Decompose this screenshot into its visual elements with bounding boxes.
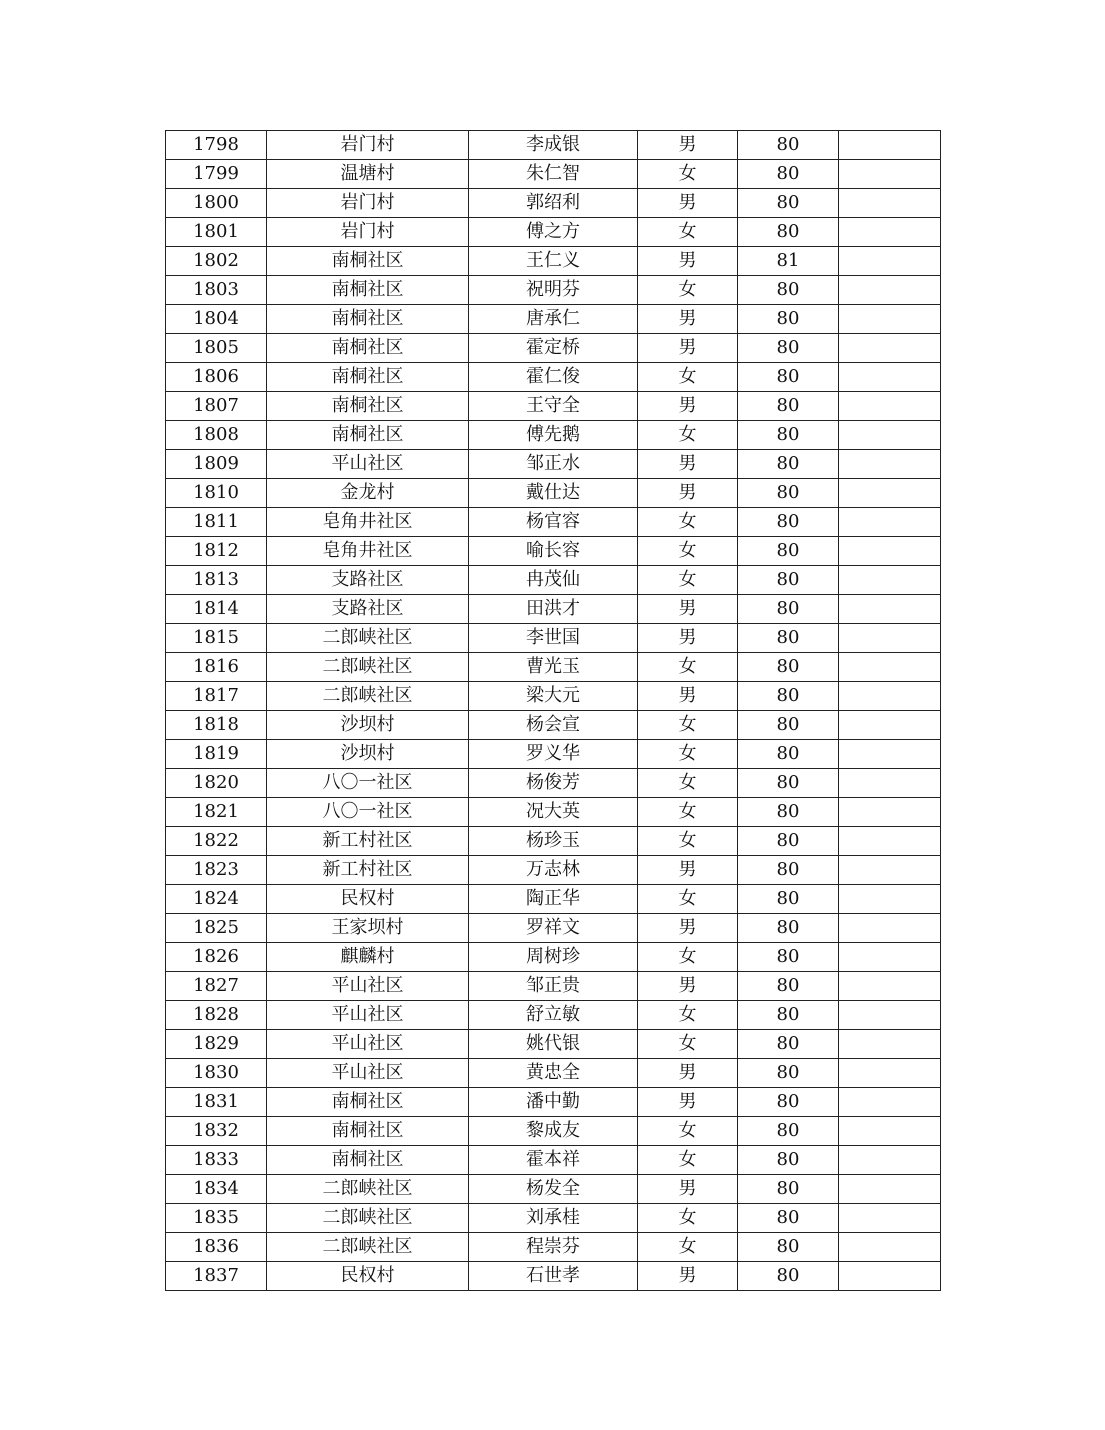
row-number-cell: 1829 xyxy=(166,1030,267,1059)
person-name-cell: 冉茂仙 xyxy=(469,566,638,595)
person-name-cell: 况大英 xyxy=(469,798,638,827)
age-cell: 80 xyxy=(738,363,839,392)
sex-cell: 男 xyxy=(638,1088,738,1117)
person-name-cell: 曹光玉 xyxy=(469,653,638,682)
sex-cell: 女 xyxy=(638,1233,738,1262)
sex-cell: 女 xyxy=(638,885,738,914)
age-cell: 80 xyxy=(738,508,839,537)
age-cell: 80 xyxy=(738,131,839,160)
note-cell xyxy=(839,276,941,305)
row-number-cell: 1826 xyxy=(166,943,267,972)
age-cell: 80 xyxy=(738,160,839,189)
note-cell xyxy=(839,653,941,682)
sex-cell: 女 xyxy=(638,1117,738,1146)
age-cell: 80 xyxy=(738,943,839,972)
row-number-cell: 1830 xyxy=(166,1059,267,1088)
table-row xyxy=(166,1204,941,1233)
roster-body xyxy=(166,131,941,1291)
row-number-cell: 1798 xyxy=(166,131,267,160)
row-number-cell: 1821 xyxy=(166,798,267,827)
village-cell: 平山社区 xyxy=(267,1030,469,1059)
note-cell xyxy=(839,943,941,972)
sex-cell: 男 xyxy=(638,305,738,334)
row-number-cell: 1827 xyxy=(166,972,267,1001)
table-row xyxy=(166,1030,941,1059)
person-name-cell: 黎成友 xyxy=(469,1117,638,1146)
sex-cell: 女 xyxy=(638,943,738,972)
note-cell xyxy=(839,392,941,421)
age-cell: 80 xyxy=(738,1030,839,1059)
roster-table xyxy=(165,130,941,1291)
village-cell: 南桐社区 xyxy=(267,305,469,334)
note-cell xyxy=(839,1117,941,1146)
note-cell xyxy=(839,595,941,624)
person-name-cell: 王仁义 xyxy=(469,247,638,276)
village-cell: 支路社区 xyxy=(267,566,469,595)
person-name-cell: 邹正水 xyxy=(469,450,638,479)
age-cell: 80 xyxy=(738,856,839,885)
person-name-cell: 罗祥文 xyxy=(469,914,638,943)
age-cell: 80 xyxy=(738,1204,839,1233)
row-number-cell: 1818 xyxy=(166,711,267,740)
village-cell: 二郎峡社区 xyxy=(267,1175,469,1204)
note-cell xyxy=(839,189,941,218)
person-name-cell: 杨珍玉 xyxy=(469,827,638,856)
row-number-cell: 1814 xyxy=(166,595,267,624)
sex-cell: 女 xyxy=(638,827,738,856)
table-row xyxy=(166,914,941,943)
person-name-cell: 傅先鹅 xyxy=(469,421,638,450)
village-cell: 平山社区 xyxy=(267,972,469,1001)
note-cell xyxy=(839,247,941,276)
sex-cell: 男 xyxy=(638,624,738,653)
table-row xyxy=(166,682,941,711)
row-number-cell: 1803 xyxy=(166,276,267,305)
village-cell: 二郎峡社区 xyxy=(267,653,469,682)
village-cell: 温塘村 xyxy=(267,160,469,189)
sex-cell: 男 xyxy=(638,1059,738,1088)
sex-cell: 女 xyxy=(638,421,738,450)
person-name-cell: 霍仁俊 xyxy=(469,363,638,392)
row-number-cell: 1813 xyxy=(166,566,267,595)
person-name-cell: 杨官容 xyxy=(469,508,638,537)
village-cell: 八〇一社区 xyxy=(267,769,469,798)
person-name-cell: 罗义华 xyxy=(469,740,638,769)
table-row xyxy=(166,885,941,914)
table-row xyxy=(166,1233,941,1262)
village-cell: 岩门村 xyxy=(267,189,469,218)
table-row xyxy=(166,943,941,972)
sex-cell: 女 xyxy=(638,276,738,305)
note-cell xyxy=(839,885,941,914)
table-row xyxy=(166,537,941,566)
person-name-cell: 杨会宣 xyxy=(469,711,638,740)
note-cell xyxy=(839,1059,941,1088)
person-name-cell: 杨俊芳 xyxy=(469,769,638,798)
person-name-cell: 石世孝 xyxy=(469,1262,638,1291)
row-number-cell: 1815 xyxy=(166,624,267,653)
age-cell: 80 xyxy=(738,392,839,421)
table-row xyxy=(166,247,941,276)
sex-cell: 男 xyxy=(638,479,738,508)
row-number-cell: 1811 xyxy=(166,508,267,537)
row-number-cell: 1801 xyxy=(166,218,267,247)
row-number-cell: 1807 xyxy=(166,392,267,421)
age-cell: 80 xyxy=(738,740,839,769)
village-cell: 南桐社区 xyxy=(267,334,469,363)
age-cell: 81 xyxy=(738,247,839,276)
sex-cell: 女 xyxy=(638,508,738,537)
note-cell xyxy=(839,1088,941,1117)
age-cell: 80 xyxy=(738,827,839,856)
village-cell: 皂角井社区 xyxy=(267,537,469,566)
row-number-cell: 1800 xyxy=(166,189,267,218)
person-name-cell: 傅之方 xyxy=(469,218,638,247)
row-number-cell: 1804 xyxy=(166,305,267,334)
sex-cell: 男 xyxy=(638,1262,738,1291)
age-cell: 80 xyxy=(738,653,839,682)
sex-cell: 女 xyxy=(638,218,738,247)
note-cell xyxy=(839,682,941,711)
village-cell: 平山社区 xyxy=(267,450,469,479)
note-cell xyxy=(839,566,941,595)
person-name-cell: 李世国 xyxy=(469,624,638,653)
person-name-cell: 杨发全 xyxy=(469,1175,638,1204)
table-row xyxy=(166,450,941,479)
row-number-cell: 1834 xyxy=(166,1175,267,1204)
row-number-cell: 1825 xyxy=(166,914,267,943)
row-number-cell: 1824 xyxy=(166,885,267,914)
sex-cell: 女 xyxy=(638,537,738,566)
age-cell: 80 xyxy=(738,914,839,943)
note-cell xyxy=(839,218,941,247)
note-cell xyxy=(839,769,941,798)
person-name-cell: 郭绍利 xyxy=(469,189,638,218)
sex-cell: 男 xyxy=(638,334,738,363)
sex-cell: 女 xyxy=(638,740,738,769)
table-row xyxy=(166,711,941,740)
row-number-cell: 1805 xyxy=(166,334,267,363)
person-name-cell: 黄忠全 xyxy=(469,1059,638,1088)
sex-cell: 男 xyxy=(638,595,738,624)
village-cell: 南桐社区 xyxy=(267,421,469,450)
row-number-cell: 1828 xyxy=(166,1001,267,1030)
row-number-cell: 1832 xyxy=(166,1117,267,1146)
village-cell: 二郎峡社区 xyxy=(267,682,469,711)
note-cell xyxy=(839,914,941,943)
row-number-cell: 1802 xyxy=(166,247,267,276)
person-name-cell: 唐承仁 xyxy=(469,305,638,334)
person-name-cell: 刘承桂 xyxy=(469,1204,638,1233)
village-cell: 南桐社区 xyxy=(267,247,469,276)
note-cell xyxy=(839,508,941,537)
row-number-cell: 1817 xyxy=(166,682,267,711)
note-cell xyxy=(839,1262,941,1291)
table-row xyxy=(166,1001,941,1030)
note-cell xyxy=(839,798,941,827)
table-row xyxy=(166,131,941,160)
village-cell: 金龙村 xyxy=(267,479,469,508)
person-name-cell: 王守全 xyxy=(469,392,638,421)
age-cell: 80 xyxy=(738,711,839,740)
age-cell: 80 xyxy=(738,885,839,914)
village-cell: 二郎峡社区 xyxy=(267,1233,469,1262)
table-row xyxy=(166,827,941,856)
person-name-cell: 万志林 xyxy=(469,856,638,885)
sex-cell: 男 xyxy=(638,247,738,276)
sex-cell: 女 xyxy=(638,1001,738,1030)
age-cell: 80 xyxy=(738,1233,839,1262)
village-cell: 新工村社区 xyxy=(267,856,469,885)
table-row xyxy=(166,334,941,363)
table-row xyxy=(166,740,941,769)
row-number-cell: 1823 xyxy=(166,856,267,885)
age-cell: 80 xyxy=(738,218,839,247)
village-cell: 平山社区 xyxy=(267,1059,469,1088)
note-cell xyxy=(839,1030,941,1059)
village-cell: 平山社区 xyxy=(267,1001,469,1030)
person-name-cell: 霍本祥 xyxy=(469,1146,638,1175)
table-row xyxy=(166,421,941,450)
table-row xyxy=(166,1146,941,1175)
village-cell: 南桐社区 xyxy=(267,1146,469,1175)
note-cell xyxy=(839,1001,941,1030)
table-row xyxy=(166,363,941,392)
village-cell: 王家坝村 xyxy=(267,914,469,943)
table-row xyxy=(166,508,941,537)
age-cell: 80 xyxy=(738,537,839,566)
sex-cell: 男 xyxy=(638,972,738,1001)
row-number-cell: 1816 xyxy=(166,653,267,682)
table-row xyxy=(166,856,941,885)
age-cell: 80 xyxy=(738,682,839,711)
table-row xyxy=(166,566,941,595)
village-cell: 南桐社区 xyxy=(267,392,469,421)
person-name-cell: 舒立敏 xyxy=(469,1001,638,1030)
table-row xyxy=(166,1088,941,1117)
row-number-cell: 1808 xyxy=(166,421,267,450)
note-cell xyxy=(839,1233,941,1262)
table-row xyxy=(166,972,941,1001)
table-row xyxy=(166,595,941,624)
age-cell: 80 xyxy=(738,566,839,595)
note-cell xyxy=(839,624,941,653)
village-cell: 民权村 xyxy=(267,1262,469,1291)
age-cell: 80 xyxy=(738,450,839,479)
age-cell: 80 xyxy=(738,1088,839,1117)
age-cell: 80 xyxy=(738,1117,839,1146)
row-number-cell: 1809 xyxy=(166,450,267,479)
table-row xyxy=(166,624,941,653)
village-cell: 麒麟村 xyxy=(267,943,469,972)
age-cell: 80 xyxy=(738,334,839,363)
sex-cell: 女 xyxy=(638,1204,738,1233)
sex-cell: 女 xyxy=(638,566,738,595)
row-number-cell: 1819 xyxy=(166,740,267,769)
row-number-cell: 1836 xyxy=(166,1233,267,1262)
sex-cell: 女 xyxy=(638,653,738,682)
table-row xyxy=(166,1262,941,1291)
row-number-cell: 1835 xyxy=(166,1204,267,1233)
age-cell: 80 xyxy=(738,1262,839,1291)
village-cell: 皂角井社区 xyxy=(267,508,469,537)
note-cell xyxy=(839,1204,941,1233)
age-cell: 80 xyxy=(738,421,839,450)
age-cell: 80 xyxy=(738,479,839,508)
row-number-cell: 1812 xyxy=(166,537,267,566)
person-name-cell: 朱仁智 xyxy=(469,160,638,189)
village-cell: 岩门村 xyxy=(267,218,469,247)
village-cell: 二郎峡社区 xyxy=(267,624,469,653)
sex-cell: 男 xyxy=(638,189,738,218)
note-cell xyxy=(839,1175,941,1204)
table-row xyxy=(166,653,941,682)
person-name-cell: 邹正贵 xyxy=(469,972,638,1001)
sex-cell: 女 xyxy=(638,798,738,827)
village-cell: 南桐社区 xyxy=(267,276,469,305)
age-cell: 80 xyxy=(738,595,839,624)
village-cell: 新工村社区 xyxy=(267,827,469,856)
village-cell: 南桐社区 xyxy=(267,1117,469,1146)
row-number-cell: 1799 xyxy=(166,160,267,189)
sex-cell: 女 xyxy=(638,1146,738,1175)
table-row xyxy=(166,392,941,421)
sex-cell: 男 xyxy=(638,856,738,885)
note-cell xyxy=(839,1146,941,1175)
village-cell: 岩门村 xyxy=(267,131,469,160)
note-cell xyxy=(839,479,941,508)
age-cell: 80 xyxy=(738,1146,839,1175)
note-cell xyxy=(839,363,941,392)
note-cell xyxy=(839,537,941,566)
age-cell: 80 xyxy=(738,1175,839,1204)
table-row xyxy=(166,1059,941,1088)
note-cell xyxy=(839,305,941,334)
person-name-cell: 霍定桥 xyxy=(469,334,638,363)
sex-cell: 男 xyxy=(638,392,738,421)
village-cell: 沙坝村 xyxy=(267,711,469,740)
person-name-cell: 陶正华 xyxy=(469,885,638,914)
village-cell: 南桐社区 xyxy=(267,363,469,392)
person-name-cell: 周树珍 xyxy=(469,943,638,972)
village-cell: 沙坝村 xyxy=(267,740,469,769)
note-cell xyxy=(839,711,941,740)
table-row xyxy=(166,305,941,334)
sex-cell: 男 xyxy=(638,450,738,479)
sex-cell: 女 xyxy=(638,363,738,392)
person-name-cell: 田洪才 xyxy=(469,595,638,624)
note-cell xyxy=(839,856,941,885)
village-cell: 南桐社区 xyxy=(267,1088,469,1117)
village-cell: 二郎峡社区 xyxy=(267,1204,469,1233)
table-row xyxy=(166,798,941,827)
table-row xyxy=(166,1117,941,1146)
sex-cell: 男 xyxy=(638,131,738,160)
row-number-cell: 1806 xyxy=(166,363,267,392)
sex-cell: 女 xyxy=(638,711,738,740)
note-cell xyxy=(839,740,941,769)
table-row xyxy=(166,769,941,798)
person-name-cell: 李成银 xyxy=(469,131,638,160)
age-cell: 80 xyxy=(738,276,839,305)
row-number-cell: 1820 xyxy=(166,769,267,798)
note-cell xyxy=(839,450,941,479)
table-row xyxy=(166,479,941,508)
age-cell: 80 xyxy=(738,1001,839,1030)
village-cell: 八〇一社区 xyxy=(267,798,469,827)
person-name-cell: 祝明芬 xyxy=(469,276,638,305)
row-number-cell: 1810 xyxy=(166,479,267,508)
row-number-cell: 1833 xyxy=(166,1146,267,1175)
person-name-cell: 梁大元 xyxy=(469,682,638,711)
age-cell: 80 xyxy=(738,305,839,334)
person-name-cell: 潘中勤 xyxy=(469,1088,638,1117)
age-cell: 80 xyxy=(738,189,839,218)
person-name-cell: 程崇芬 xyxy=(469,1233,638,1262)
age-cell: 80 xyxy=(738,624,839,653)
note-cell xyxy=(839,827,941,856)
note-cell xyxy=(839,131,941,160)
person-name-cell: 姚代银 xyxy=(469,1030,638,1059)
row-number-cell: 1837 xyxy=(166,1262,267,1291)
table-row xyxy=(166,160,941,189)
village-cell: 支路社区 xyxy=(267,595,469,624)
row-number-cell: 1831 xyxy=(166,1088,267,1117)
sex-cell: 男 xyxy=(638,914,738,943)
note-cell xyxy=(839,972,941,1001)
age-cell: 80 xyxy=(738,1059,839,1088)
sex-cell: 女 xyxy=(638,160,738,189)
person-name-cell: 喻长容 xyxy=(469,537,638,566)
age-cell: 80 xyxy=(738,769,839,798)
person-name-cell: 戴仕达 xyxy=(469,479,638,508)
age-cell: 80 xyxy=(738,972,839,1001)
table-row xyxy=(166,276,941,305)
table-row xyxy=(166,218,941,247)
note-cell xyxy=(839,334,941,363)
age-cell: 80 xyxy=(738,798,839,827)
village-cell: 民权村 xyxy=(267,885,469,914)
table-row xyxy=(166,1175,941,1204)
sex-cell: 女 xyxy=(638,769,738,798)
table-row xyxy=(166,189,941,218)
row-number-cell: 1822 xyxy=(166,827,267,856)
note-cell xyxy=(839,421,941,450)
note-cell xyxy=(839,160,941,189)
sex-cell: 女 xyxy=(638,1030,738,1059)
sex-cell: 男 xyxy=(638,1175,738,1204)
sex-cell: 男 xyxy=(638,682,738,711)
